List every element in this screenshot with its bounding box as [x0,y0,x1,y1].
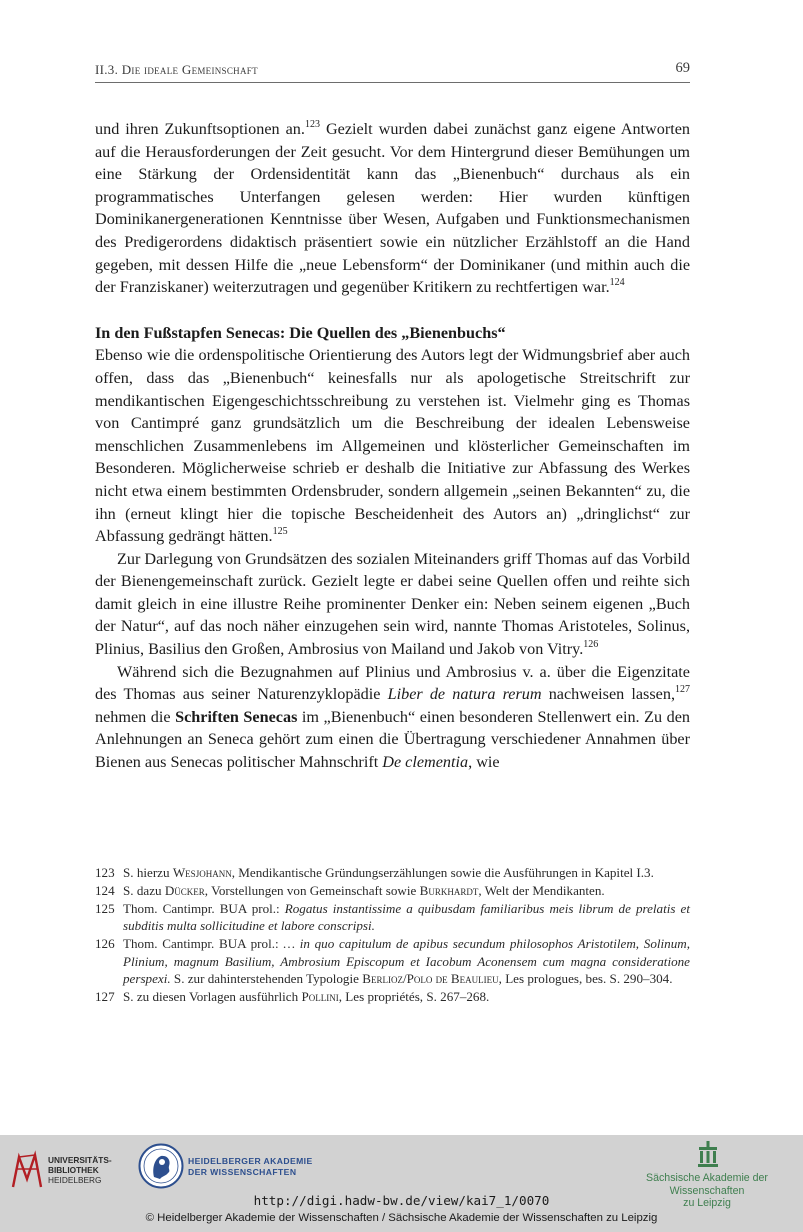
footnote-text: Thom. Cantimpr. BUA prol.: Rogatus instantissime a quibusdam familiaribus meis librum de prelatis et subditis multa sollicitudine et labore conscripsi. [123,900,690,934]
author-name: Dücker [164,882,205,898]
footnote-number: 123 [95,865,115,880]
latin-quote: … in quo capitulum de apibus secundum philosophos Aristotilem, Solinum, Plinium, magnum Basilium, Ambrosium Episcopum et Iacobum Aconensem cum magna consideratione perspexi. [123,936,690,986]
paragraph-2 [95,344,690,547]
footnote-number: 127 [95,988,115,1004]
work-title-liber-de-natura-rerum: Liber de natura rerum [387,685,542,704]
saw-leipzig-logo[interactable] [616,1141,798,1209]
footnotes [95,864,690,1006]
text-run: Ebenso wie die ordenspolitische Orientierung des Autors legt der Widmungsbrief aber auch offen, dass das „Bienenbuch“ keinesfalls nur als apologetische Streitschrift zur mendikantischen Eigengeschichtsschreibung zu verstehen ist. Vielmehr ging es Thomas von Cantimpré ganz grundsätzlich um die Beschreibung der idealen Lebensweise menschlichen Zusammenlebens im Allgemeinen und klösterlicher Gemeinschaften im Besonderen. Möglicherweise schrieb er deshalb die Initiative zur Abfassung des Werkes nicht etwa einem bestimmten Ordensbruder, sondern allgemein „seinen Bekannten“ zu, die ihn (erneut klingt hier die topische Bescheidenheit des Autors an) „dringlichst“ zur Abfassung gedrängt hätten. [95,346,690,546]
page-number: 69 [675,60,690,76]
hadw-logo[interactable] [138,1141,358,1193]
author-name: Pollini [301,988,339,1004]
running-title: II.3. Die ideale Gemeinschaft [95,62,258,77]
paragraph-3 [95,548,690,661]
footnote-number: 126 [95,936,115,952]
text-run: , wie [468,753,500,772]
footnote-ref-124: 124 [609,276,625,288]
paragraph-4 [95,661,690,774]
footnote-number: 124 [95,882,115,898]
text-run: nehmen die [95,707,176,726]
academy-seal-icon [138,1143,184,1189]
copyright-notice: © Heidelberger Akademie der Wissenschaften / Sächsische Akademie der Wissenschaften zu Leipzig [145,1212,658,1224]
footnote-ref-125: 125 [272,525,288,537]
footnote-123 [95,864,690,881]
paragraph-1 [95,118,690,299]
footnote-126 [95,935,690,987]
footnote-text: Thom. Cantimpr. BUA prol.: … in quo capitulum de apibus secundum philosophos Aristotilem, Solinum, Plinium, magnum Basilium, Ambrosium Episcopum et Iacobum Aconensem cum magna consideratione perspexi. S. zur dahinterstehenden Typologie Berlioz/Polo de Beaulieu, Les prologues, bes. S. 290–304. [123,936,690,986]
text-run: und ihren Zukunftsoptionen an. [95,120,305,138]
ub-heidelberg-logo[interactable] [8,1143,148,1195]
footnote-text: S. dazu Dücker, Vorstellungen von Gemeinschaft sowie Burkhardt, Welt der Mendikanten. [123,882,605,898]
footnote-ref-127: 127 [675,683,690,695]
footnote-ref-126: 126 [583,638,599,650]
footnote-text: S. zu diesen Vorlagen ausführlich Pollini, Les propriétés, S. 267–268. [123,988,490,1004]
main-text [95,118,690,774]
ub-logo-text: UNIVERSITÄTS- BIBLIOTHEK HEIDELBERG [48,1155,112,1185]
footnote-number: 125 [95,900,115,916]
footnote-ref-123: 123 [304,118,320,130]
building-icon [697,1141,719,1167]
running-header [95,60,690,83]
ub-logo-icon [10,1149,44,1189]
author-name: Berlioz/Polo de Beaulieu [362,970,499,986]
footnote-text: S. hierzu Wesjohann, Mendikantische Gründungserzählungen sowie die Ausführungen in Kapitel I.3. [123,865,654,880]
text-run: Zur Darlegung von Grundsätzen des sozialen Miteinanders griff Thomas auf das Vorbild der Bienengemeinschaft zurück. Gezielt legte er dabei seine Quellen offen und reihte sich damit gleich in eine illustre Reihe prominenter Denker ein: Neben seinem eigenen „Buch der Natur“, auf das noch näher einzugehen sein wird, nannte Thomas Aristoteles, Solinus, Plinius, Basilius den Großen, Ambrosius von Mailand und Jakob von Vitry. [95,549,690,659]
footnote-124 [95,882,690,899]
footnote-127 [95,988,690,1005]
author-name: Wesjohann [172,865,232,880]
author-name: Burkhardt [419,882,479,898]
permalink-url[interactable]: http://digi.hadw-bw.de/view/kai7_1/0070 [253,1193,550,1208]
footnote-125 [95,900,690,935]
text-run: Gezielt wurden dabei zunächst ganz eigene Antworten auf die Herausforderungen der Zeit gesucht. Vor dem Hintergrund dieser Bemühungen um eine Stärkung der Ordensidentität kann das „Bienenbuch“ durchaus als ein programmatisches Unterfangen gelesen werden: Hier wurden künftigen Dominikanergenerationen Kenntnisse über Wesen, Aufgaben und Funktionsmechanismen des Predigerordens didaktisch präsentiert sowie ein nützlicher Erzählstoff an die Hand gegeben, mit dessen Hilfe die „neue Lebensform“ der Dominikaner (und mithin auch die der Franziskaner) weiterzutragen und gegenüber Kritikern zu rechtfertigen war. [95,120,691,297]
latin-quote: Rogatus instantissime a quibusdam familiaribus meis librum de prelatis et subditis multa sollicitudine et labore conscripsi. [123,900,690,934]
text-run: nachweisen lassen, [541,685,675,704]
text-run: im „Bienenbuch“ einen besonderen Stellenwert ein. Zu den Anlehnungen an Seneca gehört zum einen die Übertragung verschiedener Annahmen über Bienen aus Senecas politischer Mahnschrift [95,707,690,772]
hadw-logo-text: HEIDELBERGER AKADEMIE DER WISSENSCHAFTEN [188,1156,313,1177]
saw-logo-text: Sächsische Akademie der Wissenschaften zu Leipzig [646,1172,768,1209]
section-heading: In den Fußstapfen Senecas: Die Quellen des „Bienenbuchs“ [95,323,506,342]
bold-term: Schriften Senecas [175,707,298,726]
work-title-de-clementia: De clementia [382,753,469,772]
text-run: Während sich die Bezugnahmen auf Plinius und Ambrosius v. a. über die Eigenzitate des Thomas aus seiner Naturenzyklopädie [95,662,690,704]
